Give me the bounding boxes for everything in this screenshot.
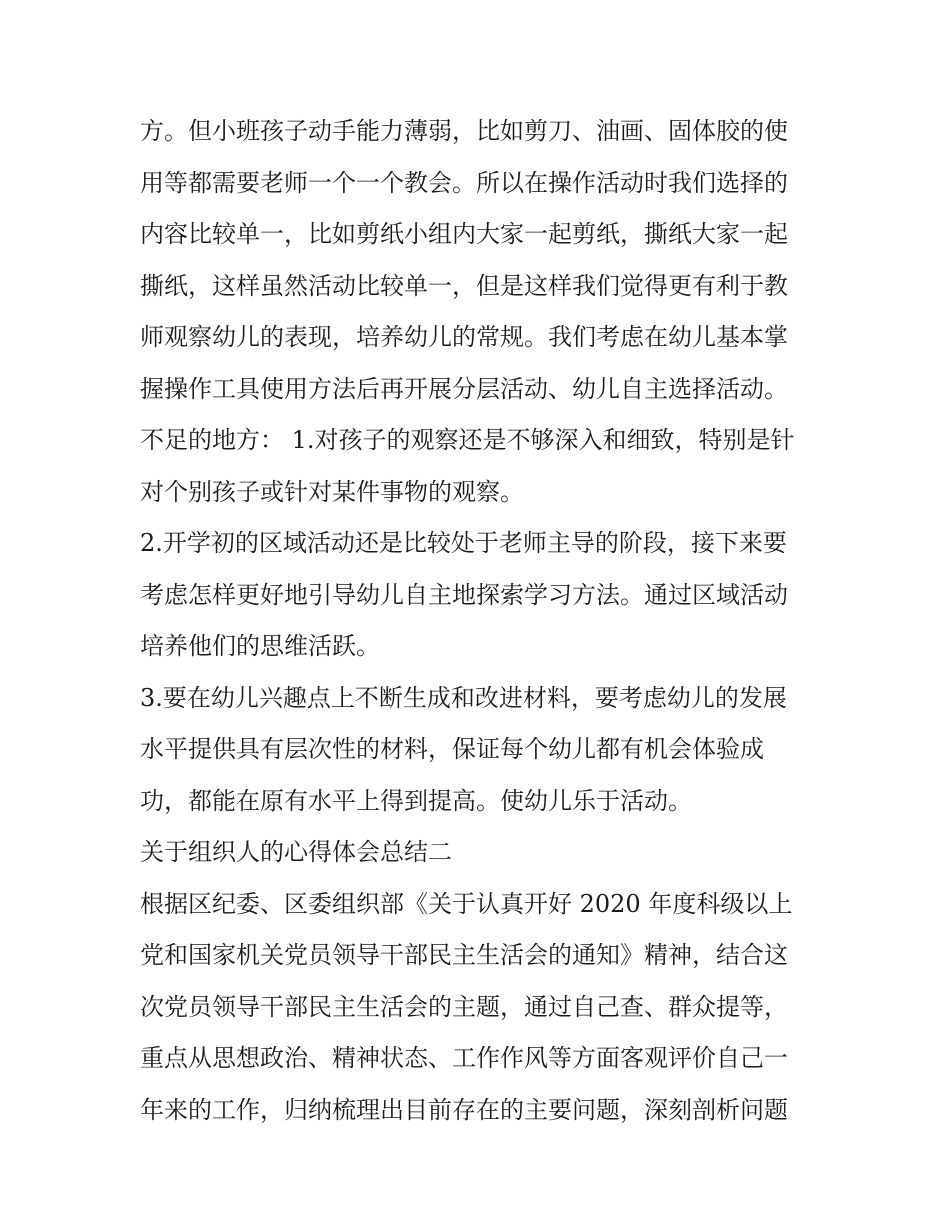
text-line: 次党员领导干部民主生活会的主题，通过自己查、群众提等， [140,992,788,1021]
text-line: 根据区纪委、区委组织部《关于认真开好 2020 年度科级以上 [140,889,793,918]
text-line: 师观察幼儿的表现，培养幼儿的常规。我们考虑在幼儿基本掌 [140,323,788,351]
text-line: 内容比较单一，比如剪纸小组内大家一起剪纸，撕纸大家一起 [140,220,788,248]
text-line: 3.要在幼儿兴趣点上不断生成和改进材料，要考虑幼儿的发展 [140,683,787,712]
text-line: 方。但小班孩子动手能力薄弱，比如剪刀、油画、固体胶的使 [140,117,788,145]
section-heading: 关于组织人的心得体会总结二 [140,838,452,866]
text-line: 用等都需要老师一个一个教会。所以在操作活动时我们选择的 [140,168,788,197]
text-line: 2.开学初的区域活动还是比较处于老师主导的阶段，接下来要 [140,529,787,557]
document-body [140,106,820,1136]
text-line: 不足的地方： 1.对孩子的观察还是不够深入和细致，特别是针 [140,426,795,454]
text-line: 撕纸，这样虽然活动比较单一，但是这样我们觉得更有利于教 [140,271,788,300]
text-line: 功，都能在原有水平上得到提高。使幼儿乐于活动。 [140,786,692,815]
text-line: 握操作工具使用方法后再开展分层活动、幼儿自主选择活动。 [140,374,788,403]
text-line: 年来的工作，归纳梳理出目前存在的主要问题，深刻剖析问题 [140,1095,788,1124]
text-line: 党和国家机关党员领导干部民主生活会的通知》精神，结合这 [140,941,788,969]
text-line: 考虑怎样更好地引导幼儿自主地探索学习方法。通过区域活动 [140,580,788,609]
text-line: 对个别孩子或针对某件事物的观察。 [140,477,524,506]
text-line: 重点从思想政治、精神状态、工作作风等方面客观评价自己一 [140,1044,788,1072]
text-line: 水平提供具有层次性的材料，保证每个幼儿都有机会体验成 [140,735,764,763]
text-line: 培养他们的思维活跃。 [140,632,380,660]
